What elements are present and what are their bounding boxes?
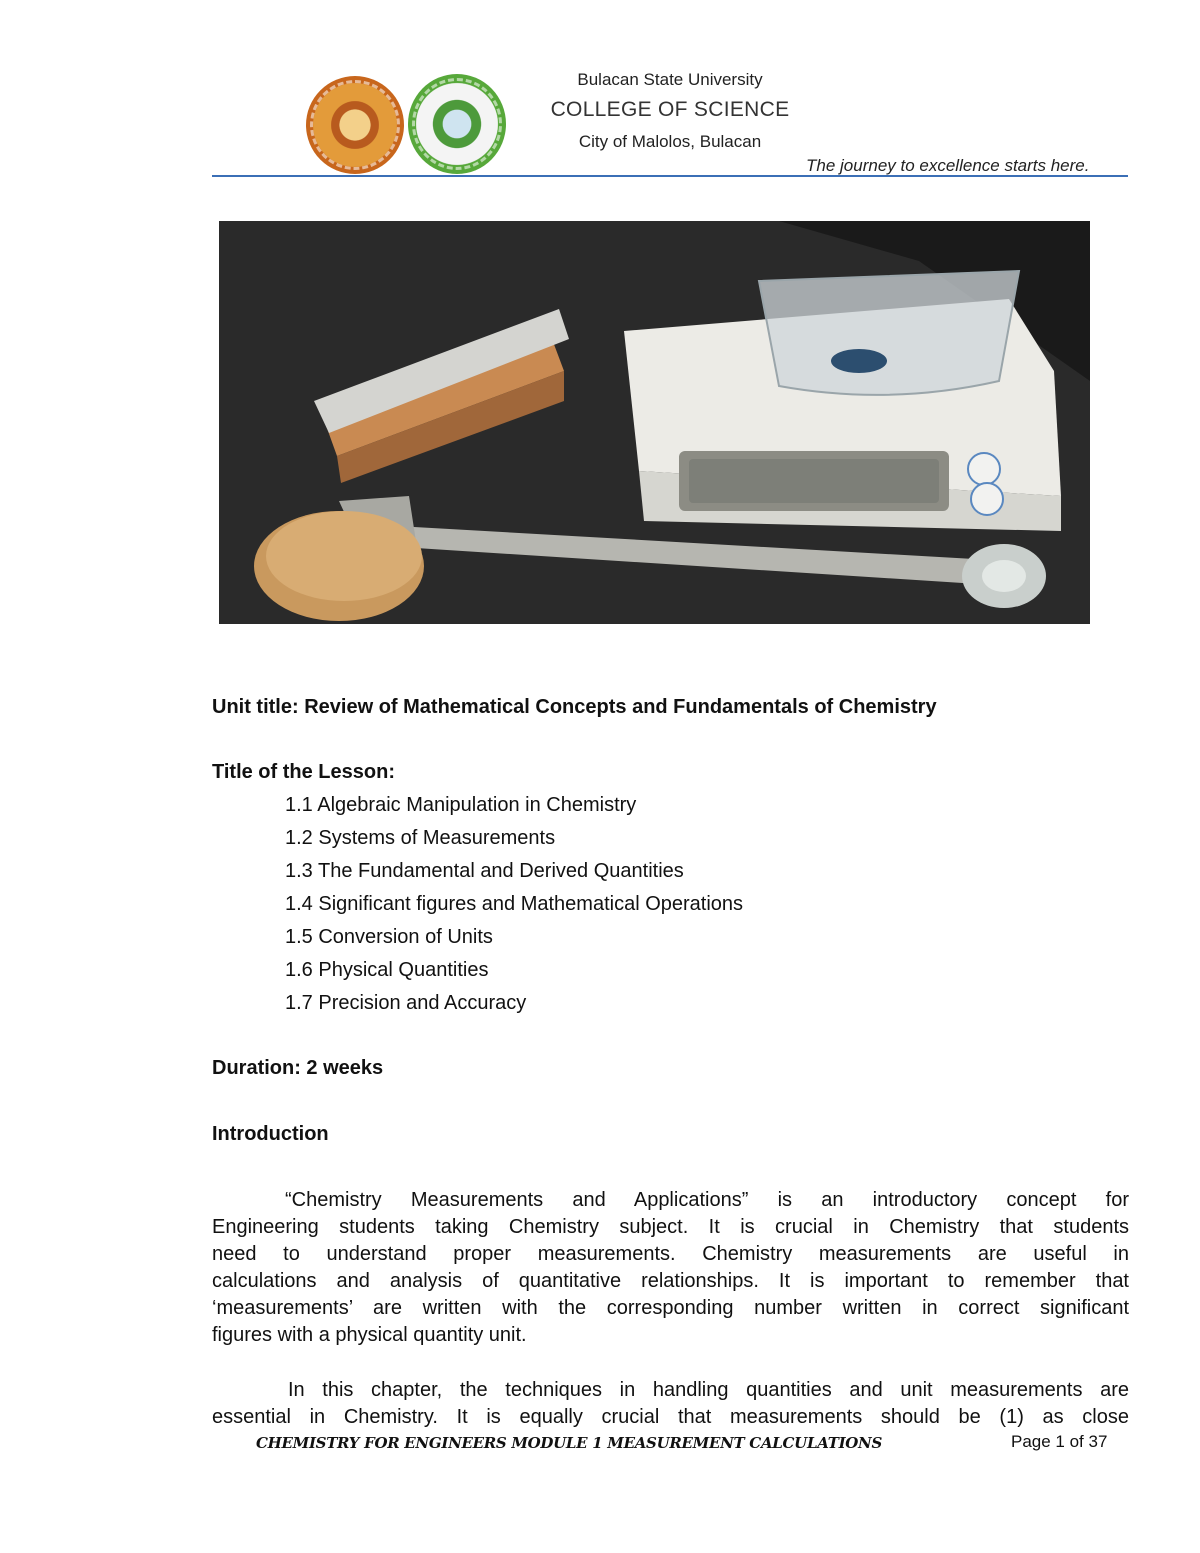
university-name: Bulacan State University bbox=[577, 70, 763, 89]
paragraph-line: ‘measurements’ are written with the corresponding number written in correct significant bbox=[212, 1297, 1129, 1319]
lesson-item: 1.4 Significant figures and Mathematical Operations bbox=[285, 893, 744, 915]
lesson-item: 1.1 Algebraic Manipulation in Chemistry bbox=[285, 794, 637, 816]
city-name: City of Malolos, Bulacan bbox=[578, 132, 762, 151]
college-of-science-logo bbox=[408, 74, 506, 174]
bulsu-logo bbox=[306, 76, 404, 174]
paragraph-line: need to understand proper measurements. Chemistry measurements are useful in bbox=[212, 1243, 1129, 1265]
header-divider bbox=[212, 175, 1128, 177]
lesson-item: 1.2 Systems of Measurements bbox=[285, 827, 556, 849]
paragraph-line: “Chemistry Measurements and Applications” is an introductory concept for bbox=[285, 1189, 1129, 1211]
lesson-item: 1.6 Physical Quantities bbox=[285, 959, 489, 981]
page-number: Page 1 of 37 bbox=[1011, 1432, 1108, 1451]
unit-title: Unit title: Review of Mathematical Concepts and Fundamentals of Chemistry bbox=[212, 696, 937, 718]
paragraph-line: essential in Chemistry. It is equally crucial that measurements should be (1) as close bbox=[212, 1406, 1129, 1428]
paragraph-line: calculations and analysis of quantitative relationships. It is important to remember that bbox=[212, 1270, 1129, 1292]
lesson-item: 1.3 The Fundamental and Derived Quantities bbox=[285, 860, 684, 882]
introduction-heading: Introduction bbox=[212, 1123, 329, 1145]
lesson-heading: Title of the Lesson: bbox=[212, 761, 395, 783]
paragraph-line: Engineering students taking Chemistry subject. It is crucial in Chemistry that students bbox=[212, 1216, 1129, 1238]
paragraph-line: figures with a physical quantity unit. bbox=[212, 1324, 527, 1346]
measurement-instruments-photo bbox=[219, 221, 1090, 624]
lesson-item: 1.7 Precision and Accuracy bbox=[285, 992, 527, 1014]
college-name: COLLEGE OF SCIENCE bbox=[550, 98, 790, 121]
duration: Duration: 2 weeks bbox=[212, 1057, 384, 1079]
footer-module-title: CHEMISTRY FOR ENGINEERS MODULE 1 MEASUREMENT CALCULATIONS bbox=[256, 1434, 883, 1452]
introduction-paragraph-1 bbox=[212, 1187, 1129, 1349]
introduction-paragraph-2 bbox=[212, 1377, 1129, 1431]
paragraph-line: In this chapter, the techniques in handling quantities and unit measurements are bbox=[288, 1379, 1129, 1401]
lesson-item: 1.5 Conversion of Units bbox=[285, 926, 493, 948]
motto: The journey to excellence starts here. bbox=[806, 156, 1090, 175]
